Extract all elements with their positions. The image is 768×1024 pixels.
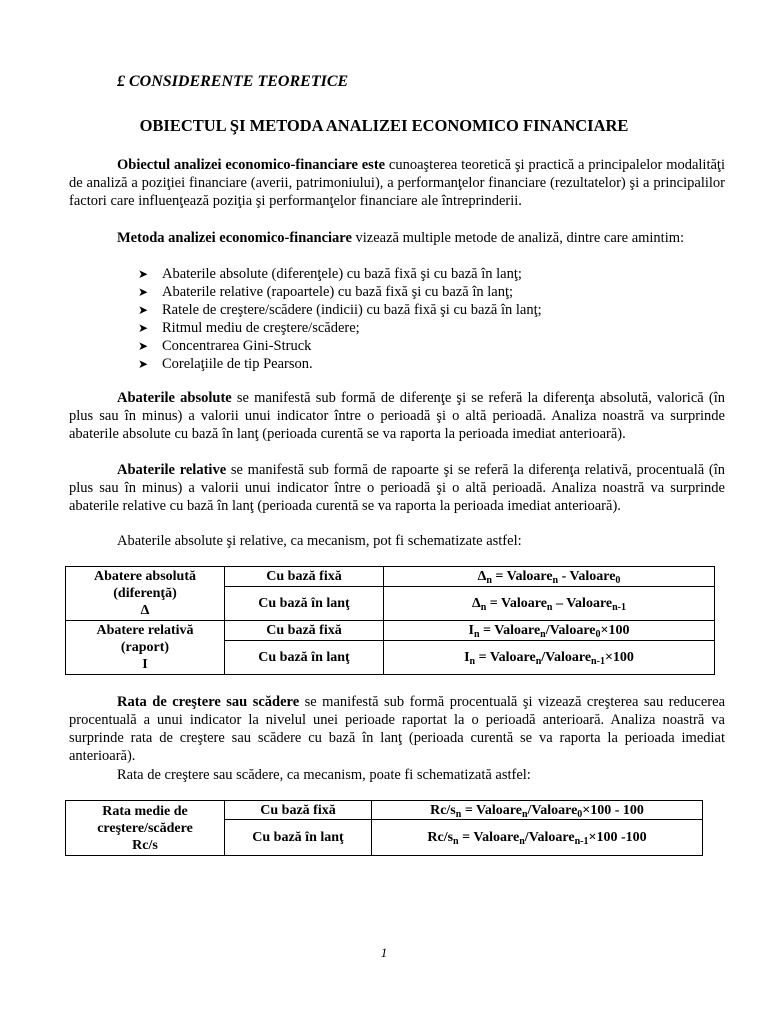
- subscript: n: [552, 575, 559, 586]
- list-item: [138, 337, 542, 355]
- paragraph-lead: Rata de creştere sau scădere: [117, 694, 300, 710]
- arrowhead-bullet-icon: ➤: [138, 285, 149, 299]
- table-row: [66, 567, 715, 587]
- arrowhead-bullet-icon: ➤: [138, 321, 149, 335]
- label-line: I: [142, 657, 148, 672]
- operator: /: [541, 650, 546, 665]
- paragraph-lead: Abaterile absolute: [117, 390, 232, 406]
- equals: =: [475, 650, 490, 665]
- list-item-text: Ritmul mediu de creştere/scădere;: [162, 320, 360, 336]
- delta-symbol: Δ: [471, 596, 481, 611]
- subscript: n-1: [574, 836, 589, 847]
- list-item-text: Abaterile absolute (diferenţele) cu bază fixă şi cu bază în lanţ;: [162, 266, 522, 282]
- formula-cell: [384, 641, 715, 675]
- paragraph-text: Rata de creştere sau scădere, ca mecanism, poate fi schematizată astfel:: [117, 767, 531, 783]
- absolute-deviation-label: [66, 567, 225, 621]
- list-item: [138, 301, 542, 319]
- subscript: n: [453, 836, 459, 847]
- term: Valoare: [545, 650, 592, 665]
- paragraph-lead: Obiectul analizei economico-financiare este: [117, 157, 386, 173]
- subscript: n: [519, 836, 525, 847]
- arrowhead-bullet-icon: ➤: [138, 357, 149, 371]
- list-item-text: Corelaţiile de tip Pearson.: [162, 356, 313, 372]
- term: Valoare: [506, 569, 553, 584]
- term: Valoare: [528, 830, 575, 845]
- subscript: n: [480, 602, 487, 613]
- fixed-base-cell: Cu bază fixă: [225, 567, 384, 587]
- term: Valoare: [494, 623, 541, 638]
- label-line: creştere/scădere: [97, 820, 193, 836]
- operator: –: [552, 596, 567, 611]
- chain-base-cell: Cu bază în lanţ: [225, 641, 384, 675]
- subscript: n-1: [591, 656, 605, 667]
- label-line: (raport): [120, 640, 170, 655]
- label-line: Rata medie de: [102, 803, 188, 819]
- section-title: £ CONSIDERENTE TEORETICE: [117, 73, 349, 90]
- main-title: OBIECTUL ŞI METODA ANALIZEI ECONOMICO FINANCIARE: [139, 116, 629, 135]
- equals: =: [461, 802, 477, 818]
- paragraph-absolute: [69, 389, 725, 443]
- formula-cell: [384, 621, 715, 641]
- paragraph-object: [69, 156, 725, 210]
- subscript: n: [535, 656, 542, 667]
- term: Valoare: [489, 650, 536, 665]
- formula-cell: [384, 587, 715, 621]
- subscript: n-1: [612, 602, 627, 613]
- formula-cell: [372, 820, 703, 856]
- subscript: 0: [577, 808, 583, 820]
- paragraph-rate: [69, 693, 725, 765]
- label-line: (diferenţă): [113, 586, 177, 601]
- index-symbol: I: [464, 650, 470, 665]
- index-symbol: I: [468, 623, 474, 638]
- equals: =: [486, 596, 502, 611]
- arrowhead-bullet-icon: ➤: [138, 303, 149, 317]
- list-item-text: Concentrarea Gini-Struck: [162, 338, 312, 354]
- fixed-base-cell: Cu bază fixă: [225, 621, 384, 641]
- paragraph-text: se manifestă sub formă de rapoarte şi se referă la diferenţa relativă, procentuală (în plus sau în minus) a valorii unui indicator între o perioadă şi o altă perioadă. Analiza noastră va surprinde abaterile relative cu bază în lanţ (perioada curentă se va raporta la perioada imediat anterioară).: [69, 462, 725, 514]
- paragraph-method: [69, 229, 725, 247]
- term: Valoare: [501, 596, 547, 611]
- operator: ×100: [604, 650, 634, 665]
- label-line: Abatere relativă: [96, 623, 194, 638]
- list-item: [138, 319, 542, 337]
- subscript: 0: [595, 629, 601, 640]
- equals: =: [479, 623, 495, 638]
- relative-deviation-label: [66, 621, 225, 675]
- list-item: [138, 283, 542, 301]
- subscript: n: [486, 575, 492, 586]
- paragraph-text: cunoaşterea teoretică şi practică a principalelor modalităţi de analiză a poziţiei financiare (averii, patrimoniului), a performanţelor financiare (rezultatelor) şi a principalilor factori care influenţează poziţia şi performanţelor financiare ale întreprinderii.: [69, 157, 725, 209]
- chain-base-cell: Cu bază în lanţ: [225, 587, 384, 621]
- list-item-text: Abaterile relative (rapoartele) cu bază fixă şi cu bază în lanţ;: [162, 284, 514, 300]
- paragraph-intro-table1: [69, 532, 725, 550]
- paragraph-text: se manifestă sub formă procentuală şi vizează creşterea sau reducerea procentuală a unui indicator la nivelul unei perioade raportat la o perioadă anterioară. Analiza noastră va surprinde rata de creştere sau scădere cu bază în lanţ (perioada curentă se va raporta la perioada imediat anterioară).: [69, 694, 726, 764]
- subscript: n: [521, 808, 528, 820]
- growth-rate-label: [66, 801, 225, 856]
- operator: ×100: [600, 623, 630, 638]
- table-row: [66, 621, 715, 641]
- operator: -: [558, 569, 570, 584]
- paragraph-relative: [69, 461, 725, 515]
- equals: =: [491, 569, 507, 584]
- list-item-text: Ratele de creştere/scădere (indicii) cu bază fixă şi cu bază în lanţ;: [162, 302, 542, 318]
- rate-symbol: Rc/s: [430, 802, 456, 818]
- fixed-base-cell: Cu bază fixă: [225, 801, 372, 820]
- operator: /: [527, 802, 532, 818]
- equals: =: [458, 830, 474, 845]
- operator: /: [524, 830, 529, 845]
- paragraph-intro-table2: [69, 766, 725, 784]
- subscript: n: [546, 602, 553, 613]
- formula-cell: [372, 801, 703, 820]
- subscript: 0: [615, 575, 621, 586]
- deviation-table: [65, 566, 715, 675]
- arrowhead-bullet-icon: ➤: [138, 267, 149, 281]
- delta-symbol: Δ: [477, 569, 487, 584]
- page-number: 1: [380, 945, 388, 960]
- subscript: n: [473, 629, 480, 640]
- paragraph-text: Abaterile absolute şi relative, ca mecanism, pot fi schematizate astfel:: [117, 533, 522, 549]
- subscript: n: [455, 808, 462, 820]
- chain-base-cell: Cu bază în lanţ: [225, 820, 372, 856]
- term: Valoare: [569, 569, 616, 584]
- term: Valoare: [566, 596, 613, 611]
- label-line: Δ: [140, 603, 150, 618]
- table-row: [66, 801, 703, 820]
- subscript: n: [540, 629, 546, 640]
- paragraph-text: vizează multiple metode de analiză, dintre care amintim:: [351, 230, 685, 246]
- growth-rate-table: [65, 800, 703, 856]
- paragraph-text: se manifestă sub formă de diferenţe şi se referă la diferenţa absolută, valorică (în plus sau în minus) a valorii unui indicator între o perioadă şi o altă perioadă. Analiza noastră va surprinde abaterile absolute cu bază în lanţ (perioada curentă se va raporta la perioada imediat anterioară).: [69, 390, 725, 442]
- list-item: [138, 355, 542, 373]
- term: Valoare: [531, 802, 578, 818]
- arrowhead-bullet-icon: ➤: [138, 339, 149, 353]
- subscript: n: [469, 656, 476, 667]
- paragraph-lead: Metoda analizei economico-financiare: [117, 230, 352, 246]
- term: Valoare: [549, 623, 596, 638]
- methods-list: [138, 265, 542, 373]
- label-line: Abatere absolută: [93, 569, 197, 584]
- operator: ×100 - 100: [582, 802, 644, 818]
- operator: /: [545, 623, 550, 638]
- paragraph-lead: Abaterile relative: [117, 462, 227, 478]
- term: Valoare: [473, 830, 520, 845]
- operator: ×100 -100: [588, 830, 647, 845]
- list-item: [138, 265, 542, 283]
- term: Valoare: [476, 802, 522, 818]
- rate-symbol: Rc/s: [427, 830, 454, 845]
- formula-cell: [384, 567, 715, 587]
- label-line: Rc/s: [132, 837, 158, 853]
